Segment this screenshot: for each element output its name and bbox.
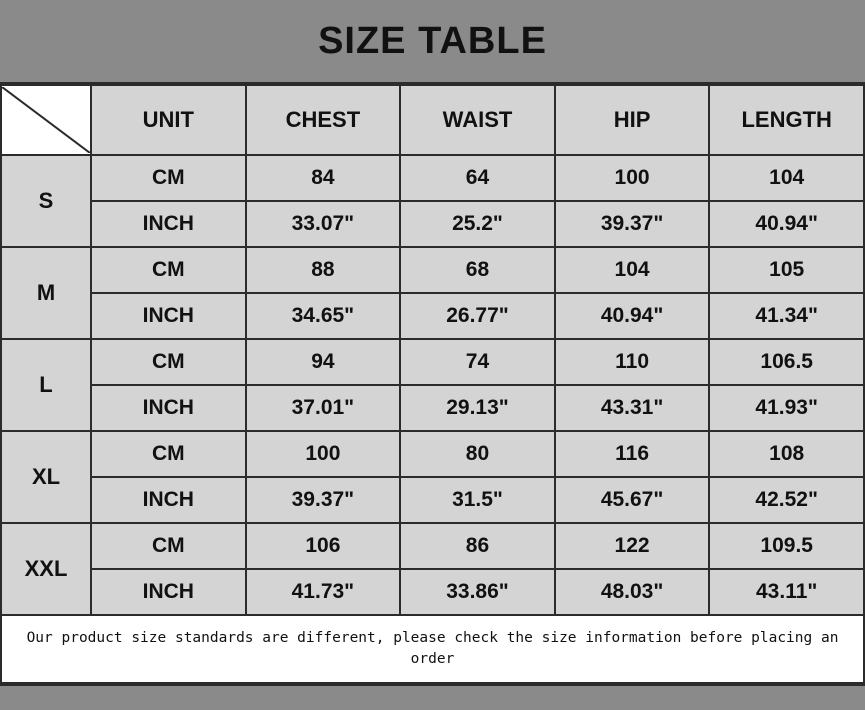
chest-cm: 84 (246, 155, 401, 201)
hip-cm: 110 (555, 339, 710, 385)
chest-inch: 34.65" (246, 293, 401, 339)
size-note-text: Our product size standards are different, please check the size information before placing an order (26, 629, 839, 667)
hip-inch: 48.03" (555, 569, 710, 615)
unit-inch: INCH (91, 385, 246, 431)
hip-inch: 43.31" (555, 385, 710, 431)
table-row (1, 385, 864, 431)
table-header-row (1, 85, 864, 155)
hip-cm: 104 (555, 247, 710, 293)
length-inch: 41.34" (709, 293, 864, 339)
table-row (1, 431, 864, 477)
unit-cm: CM (91, 339, 246, 385)
length-inch: 42.52" (709, 477, 864, 523)
size-label-xl: XL (1, 431, 91, 523)
length-inch: 43.11" (709, 569, 864, 615)
chest-cm: 100 (246, 431, 401, 477)
table-row (1, 339, 864, 385)
table-row (1, 569, 864, 615)
waist-cm: 64 (400, 155, 555, 201)
hip-inch: 40.94" (555, 293, 710, 339)
unit-inch: INCH (91, 569, 246, 615)
waist-cm: 68 (400, 247, 555, 293)
unit-inch: INCH (91, 477, 246, 523)
waist-cm: 74 (400, 339, 555, 385)
waist-inch: 33.86" (400, 569, 555, 615)
waist-inch: 25.2" (400, 201, 555, 247)
chest-inch: 37.01" (246, 385, 401, 431)
page-title: SIZE TABLE (318, 19, 547, 62)
size-label-m: M (1, 247, 91, 339)
title-bar (0, 0, 865, 84)
column-header-chest: CHEST (246, 85, 401, 155)
unit-cm: CM (91, 523, 246, 569)
size-label-s: S (1, 155, 91, 247)
length-cm: 105 (709, 247, 864, 293)
length-cm: 106.5 (709, 339, 864, 385)
diagonal-line-icon (2, 87, 90, 153)
length-cm: 104 (709, 155, 864, 201)
length-inch: 41.93" (709, 385, 864, 431)
waist-inch: 29.13" (400, 385, 555, 431)
column-header-waist: WAIST (400, 85, 555, 155)
table-row (1, 247, 864, 293)
table-row (1, 293, 864, 339)
hip-cm: 122 (555, 523, 710, 569)
column-header-unit: UNIT (91, 85, 246, 155)
chest-inch: 39.37" (246, 477, 401, 523)
length-cm: 108 (709, 431, 864, 477)
footer-strip (0, 684, 865, 710)
hip-inch: 45.67" (555, 477, 710, 523)
length-cm: 109.5 (709, 523, 864, 569)
column-header-hip: HIP (555, 85, 710, 155)
chest-inch: 41.73" (246, 569, 401, 615)
size-label-xxl: XXL (1, 523, 91, 615)
chest-cm: 88 (246, 247, 401, 293)
hip-inch: 39.37" (555, 201, 710, 247)
unit-cm: CM (91, 155, 246, 201)
waist-cm: 80 (400, 431, 555, 477)
unit-cm: CM (91, 431, 246, 477)
unit-inch: INCH (91, 293, 246, 339)
chest-cm: 94 (246, 339, 401, 385)
table-row (1, 155, 864, 201)
hip-cm: 116 (555, 431, 710, 477)
table-row (1, 201, 864, 247)
corner-diagonal-cell (1, 85, 91, 155)
chest-cm: 106 (246, 523, 401, 569)
unit-cm: CM (91, 247, 246, 293)
hip-cm: 100 (555, 155, 710, 201)
chest-inch: 33.07" (246, 201, 401, 247)
column-header-length: LENGTH (709, 85, 864, 155)
size-label-l: L (1, 339, 91, 431)
size-table (0, 84, 865, 616)
table-row (1, 523, 864, 569)
length-inch: 40.94" (709, 201, 864, 247)
waist-cm: 86 (400, 523, 555, 569)
size-note-bar (0, 616, 865, 684)
waist-inch: 31.5" (400, 477, 555, 523)
table-row (1, 477, 864, 523)
unit-inch: INCH (91, 201, 246, 247)
waist-inch: 26.77" (400, 293, 555, 339)
